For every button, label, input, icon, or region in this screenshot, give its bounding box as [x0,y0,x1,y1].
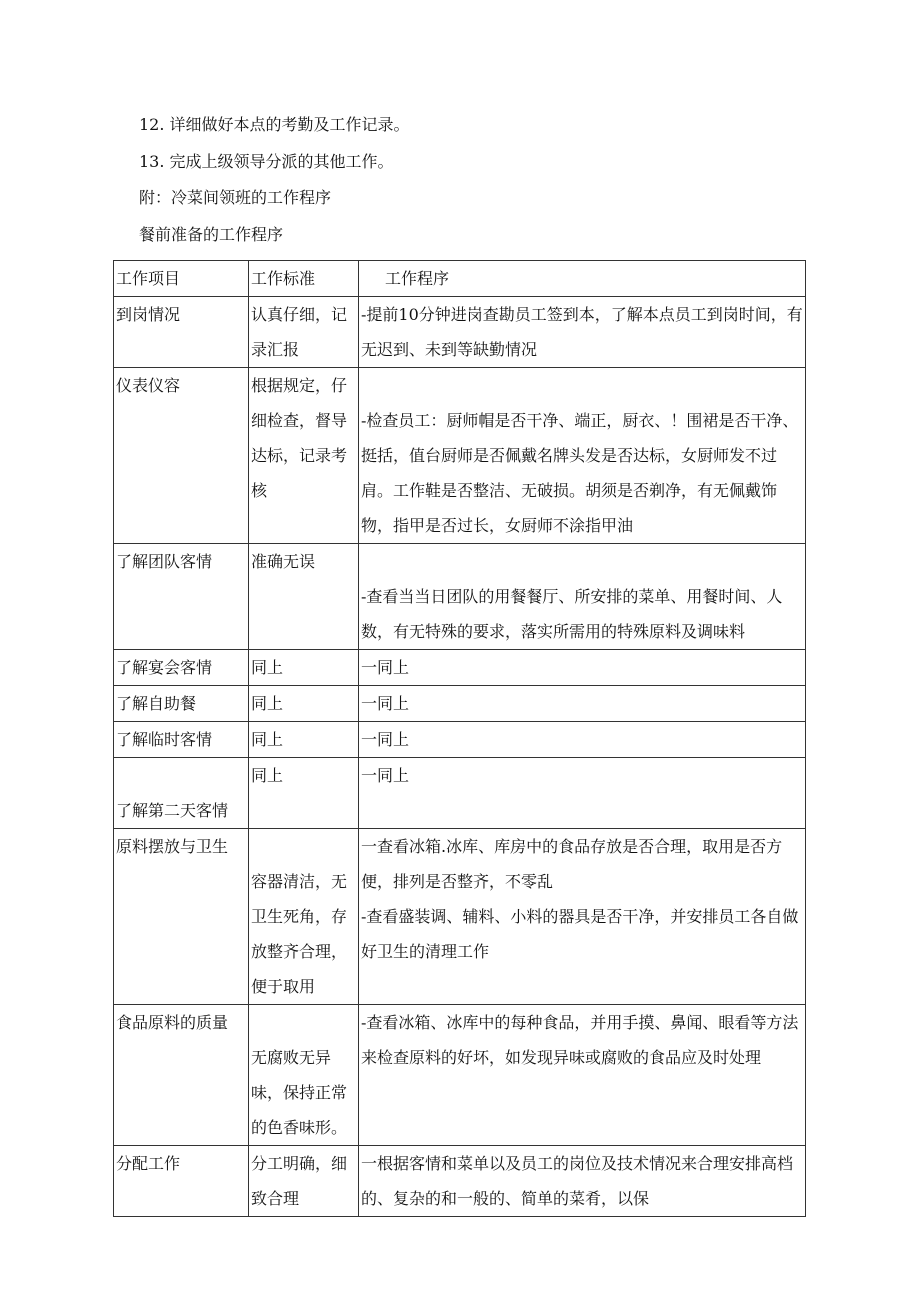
table-row [114,544,806,650]
row-procedure: -查看冰箱、冰库中的每种食品，并用手摸、鼻闻、眼看等方法来检查原料的好坏，如发现异味或腐败的食品应及时处理 [359,1005,806,1146]
table-row [114,1146,806,1217]
row-standard: 分工明确，细致合理 [249,1146,359,1217]
row-standard: 无腐败无异味，保持正常的色香味形。 [249,1005,359,1146]
appendix-title: 附：冷菜间领班的工作程序 [139,188,332,207]
table-row [114,722,806,758]
header-standard: 工作标准 [249,261,359,297]
row-standard: 容器清洁，无卫生死角，存放整齐合理，便于取用 [249,829,359,1005]
row-item: 到岗情况 [114,297,249,368]
row-procedure-cell [359,829,806,1005]
row-procedure: 一同上 [359,650,806,686]
table-row [114,650,806,686]
row-procedure: -提前10分钟进岗查勘员工签到本，了解本点员工到岗时间，有无迟到、未到等缺勤情况 [359,297,806,368]
header-item: 工作项目 [114,261,249,297]
row-procedure: 一同上 [359,722,806,758]
row-standard: 同上 [249,686,359,722]
row-procedure: -查看当当日团队的用餐餐厅、所安排的菜单、用餐时间、人数，有无特殊的要求，落实所需用的特殊原料及调味料 [359,544,806,650]
row-procedure-line: -查看盛装调、辅料、小料的器具是否干净，并安排员工各自做好卫生的清理工作 [361,907,799,961]
paragraph-item-13: 13. 完成上级领导分派的其他工作。 [139,152,394,171]
row-procedure: -检查员工：厨师帽是否干净、端正，厨衣、！围裙是否干净、挺括，值台厨师是否佩戴名牌头发是否达标，女厨师发不过肩。工作鞋是否整洁、无破损。胡须是否剃净，有无佩戴饰物，指甲是否过长，女厨师不涂指甲油 [359,368,806,544]
row-procedure: 一同上 [359,686,806,722]
row-item: 了解第二天客情 [114,758,249,829]
section-title: 餐前准备的工作程序 [139,225,284,244]
table-row [114,686,806,722]
row-standard: 根据规定，仔细检查，督导达标，记录考核 [249,368,359,544]
row-item: 了解临时客情 [114,722,249,758]
paragraph-item-12: 12. 详细做好本点的考勤及工作记录。 [139,115,410,134]
row-standard: 同上 [249,758,359,829]
row-standard: 认真仔细，记录汇报 [249,297,359,368]
row-item: 了解自助餐 [114,686,249,722]
row-standard: 同上 [249,722,359,758]
row-item: 了解团队客情 [114,544,249,650]
row-procedure: 一同上 [359,758,806,829]
table-row [114,829,806,1005]
row-procedure-line: 一查看冰箱.冰库、库房中的食品存放是否合理，取用是否方便，排列是否整齐，不零乱 [361,837,783,891]
row-item: 原料摆放与卫生 [114,829,249,1005]
row-procedure: 一根据客情和菜单以及员工的岗位及技术情况来合理安排高档的、复杂的和一般的、简单的菜肴，以保 [359,1146,806,1217]
row-item: 食品原料的质量 [114,1005,249,1146]
row-standard: 准确无误 [249,544,359,650]
table-header-row [114,261,806,297]
table-row [114,758,806,829]
row-item: 分配工作 [114,1146,249,1217]
header-procedure: 工作程序 [359,261,806,297]
row-item: 了解宴会客情 [114,650,249,686]
table-row [114,297,806,368]
table-row [114,368,806,544]
row-item: 仪表仪容 [114,368,249,544]
row-standard: 同上 [249,650,359,686]
table-row [114,1005,806,1146]
procedure-table [113,260,806,1217]
